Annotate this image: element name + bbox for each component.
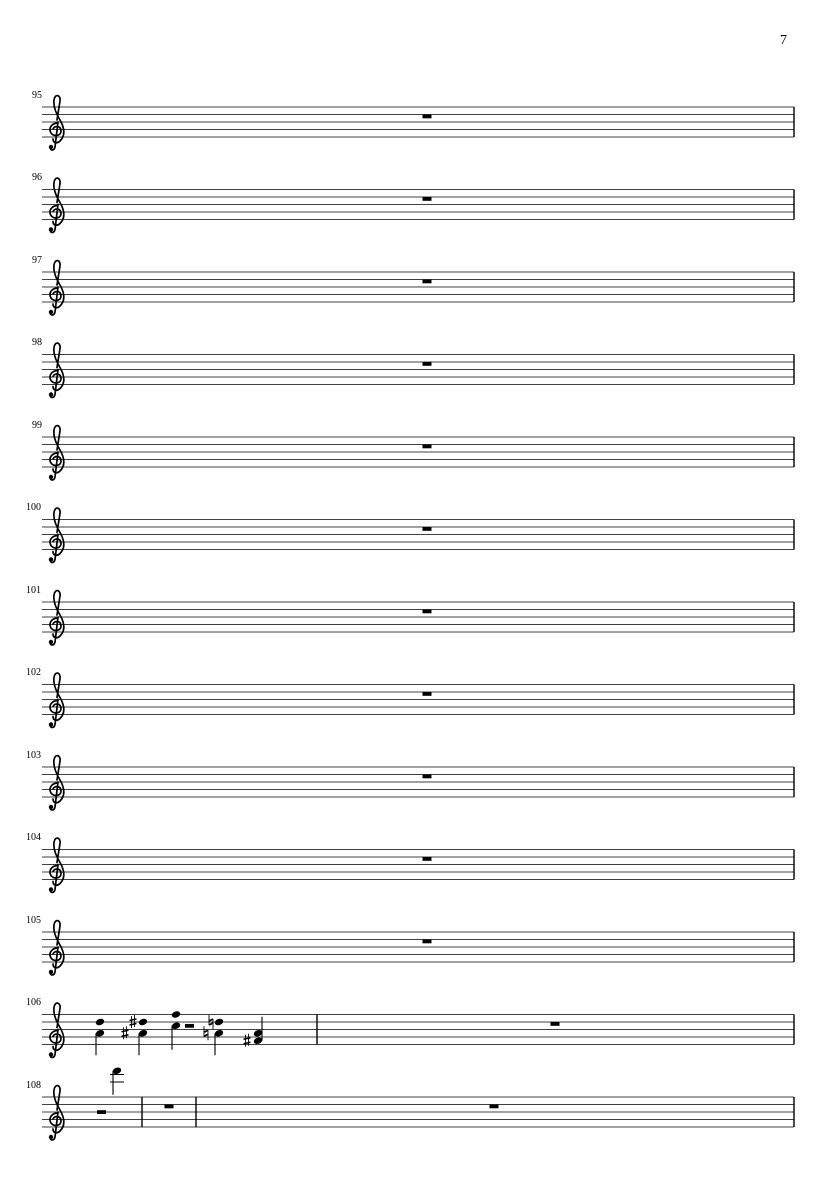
measure-number: 104 [26,832,41,843]
notehead [138,1018,148,1027]
staff [42,96,794,150]
treble-clef-icon [49,591,64,645]
notehead [95,1018,105,1027]
treble-clef-icon [49,673,64,727]
treble-clef-icon [49,178,64,232]
staff [42,1003,794,1057]
whole-rest [423,115,432,119]
staff [42,838,794,892]
staff [42,591,794,645]
measure-number: 103 [26,750,41,761]
measure-number: 108 [26,1080,41,1091]
staff [42,673,794,727]
staff [42,1086,794,1140]
treble-clef-icon [49,1003,64,1057]
treble-clef-icon [49,838,64,892]
measure-number: 95 [32,90,42,101]
measure-number: 100 [26,502,41,513]
staff [42,756,794,810]
measure-number: 97 [32,255,42,266]
treble-clef-icon [49,1086,64,1140]
whole-rest [423,857,432,861]
treble-clef-icon [49,96,64,150]
staff [42,426,794,480]
treble-clef-icon [49,261,64,315]
measure-number: 99 [32,420,42,431]
treble-clef-icon [49,508,64,562]
whole-rest [423,280,432,284]
staff [42,343,794,397]
whole-rest [423,197,432,201]
whole-rest [423,775,432,779]
treble-clef-icon [49,426,64,480]
half-rest [97,1110,106,1114]
whole-rest [423,445,432,449]
staff [42,921,794,975]
measure-number: 102 [26,667,41,678]
treble-clef-icon [49,921,64,975]
half-rest [185,1024,194,1028]
treble-clef-icon [49,756,64,810]
whole-rest [423,527,432,531]
treble-clef-icon [49,343,64,397]
measure-number: 96 [32,172,42,183]
whole-rest [423,610,432,614]
whole-rest [165,1105,174,1109]
measure-number: 106 [26,997,41,1008]
whole-rest [423,362,432,366]
whole-rest [423,692,432,696]
measure-number: 105 [26,915,41,926]
measure-number: 98 [32,337,42,348]
natural-icon [204,1026,208,1040]
measure-number: 101 [26,585,41,596]
staff [42,178,794,232]
whole-rest [490,1105,499,1109]
page-number: 7 [780,33,787,48]
staff [42,261,794,315]
whole-rest [551,1022,560,1026]
sharp-icon [130,1015,137,1028]
notehead [171,1010,181,1019]
staff [42,508,794,562]
notehead [214,1018,224,1027]
whole-rest [423,940,432,944]
